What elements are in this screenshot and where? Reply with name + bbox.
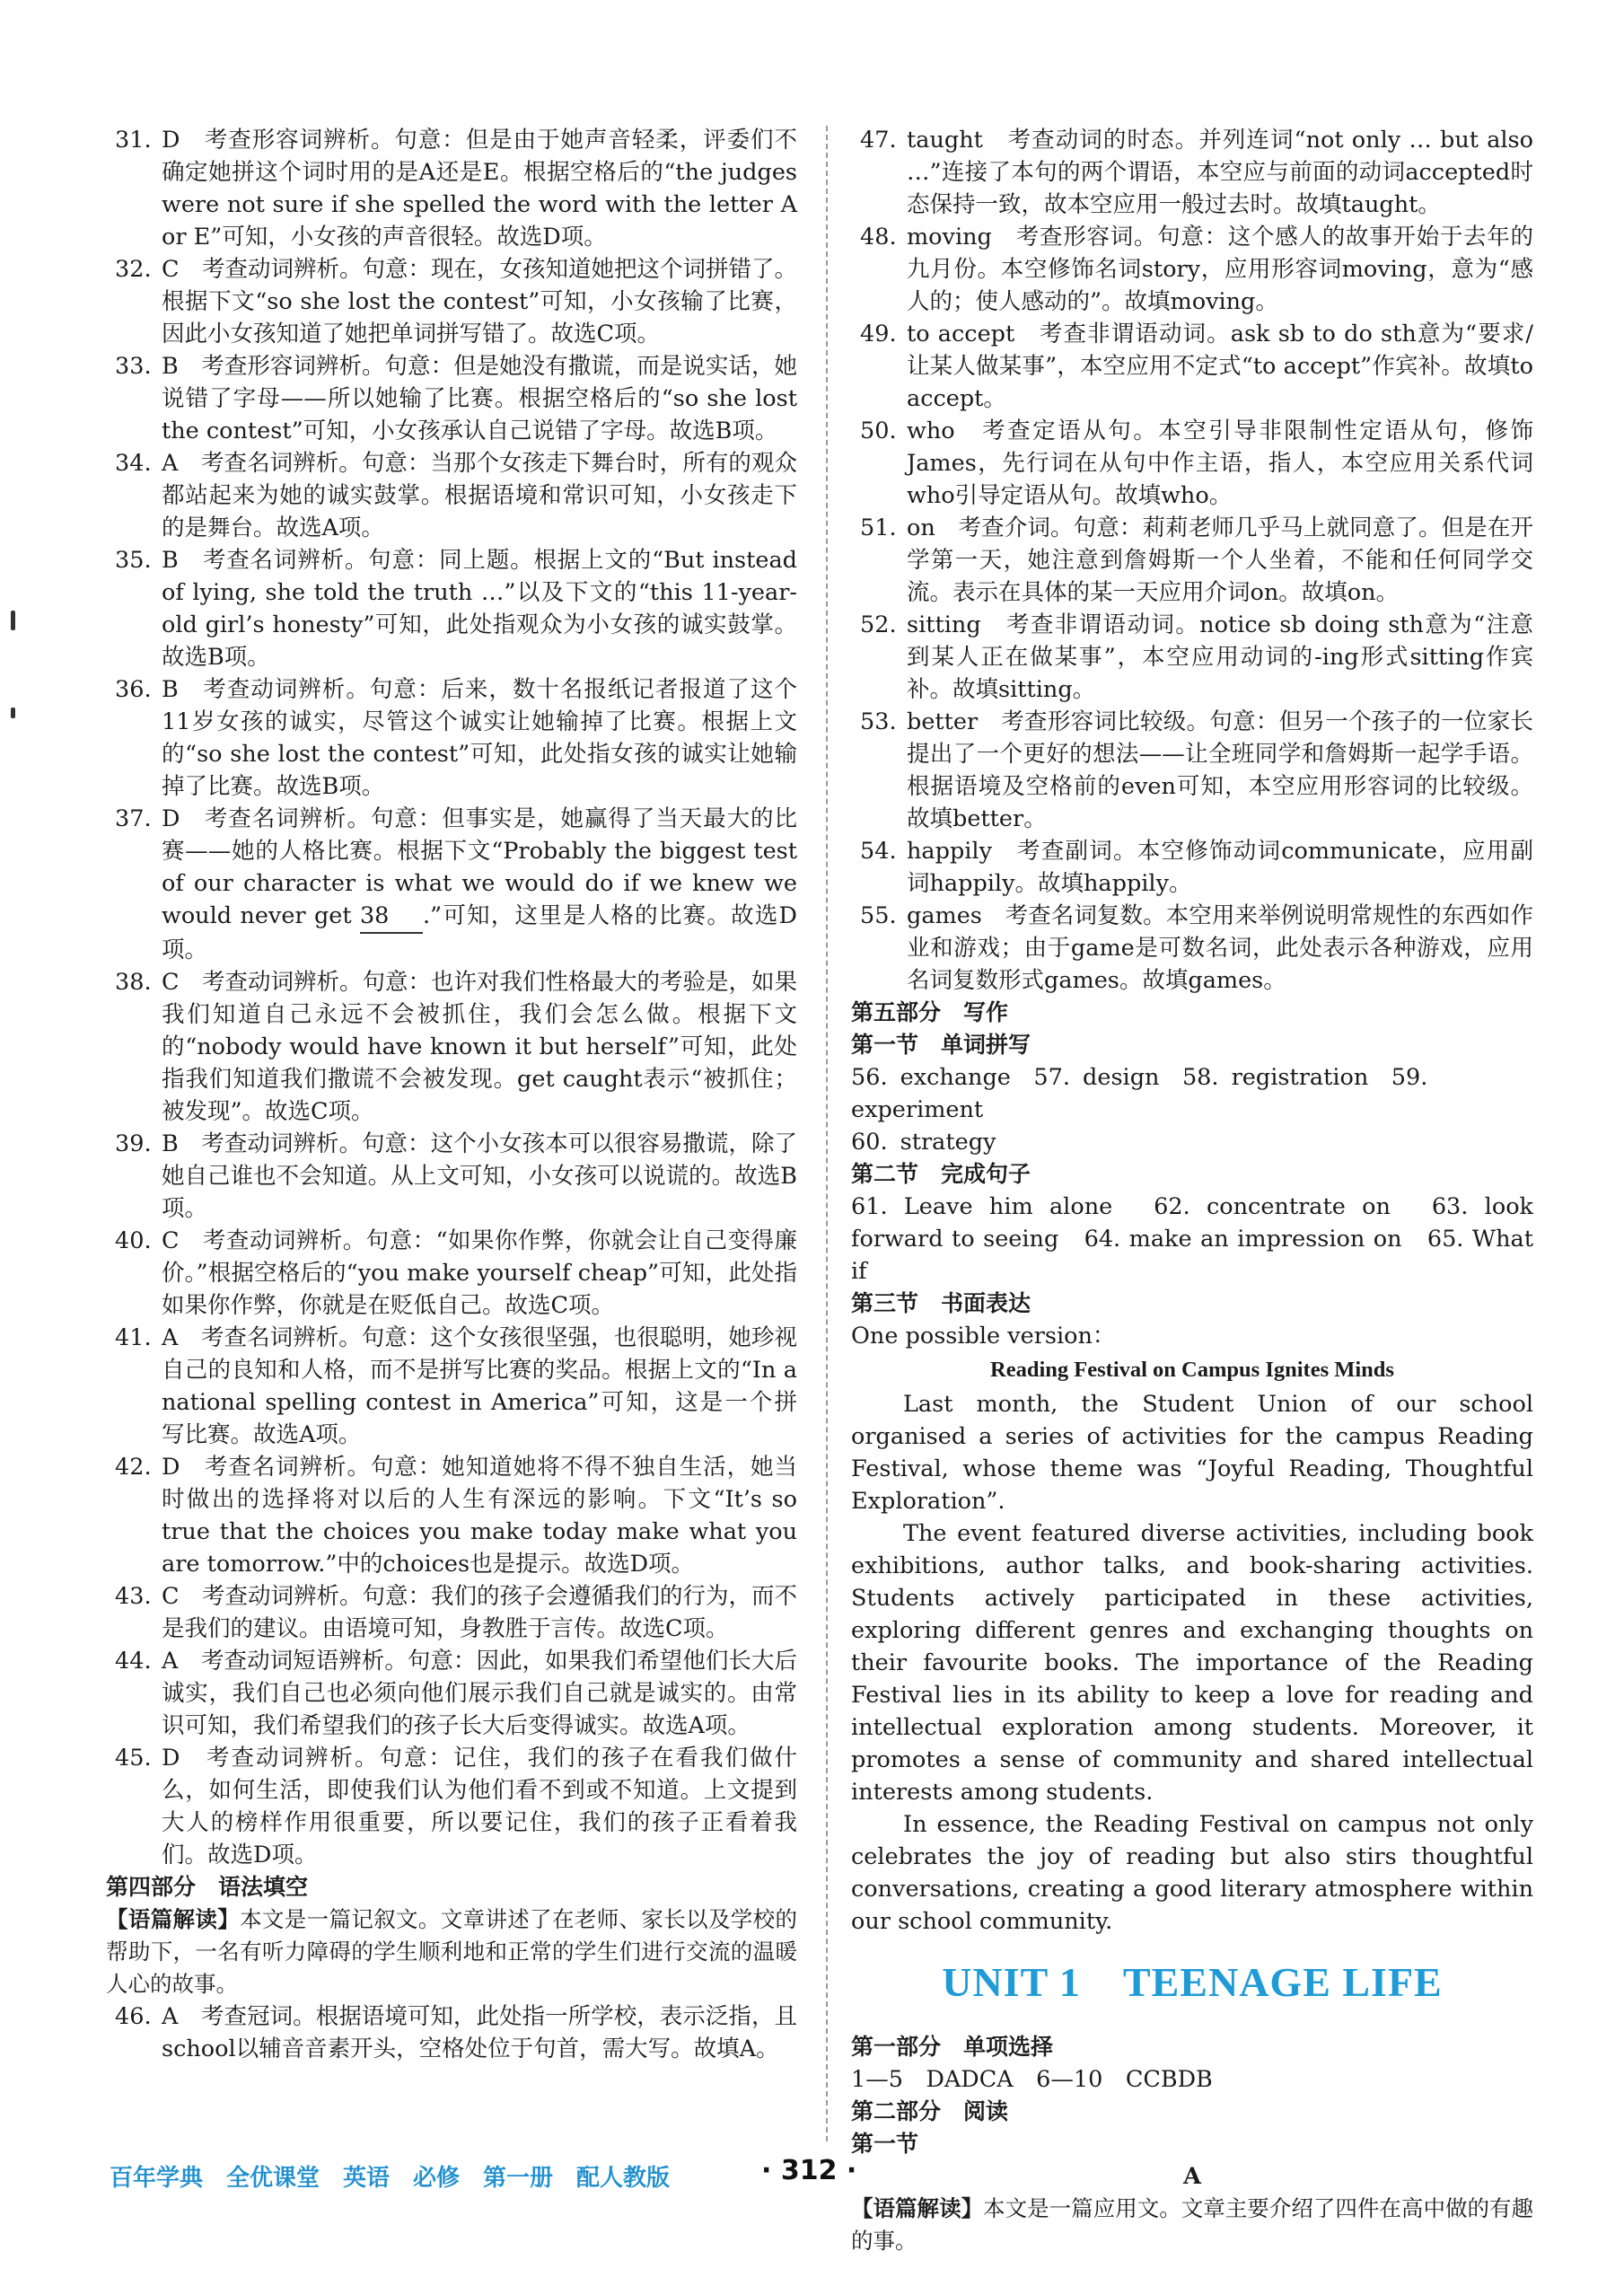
column-divider: [826, 126, 828, 2141]
scan-speck: [11, 708, 15, 718]
answer-item: [106, 1128, 797, 1225]
passage-a-intro: [851, 2193, 1533, 2257]
answer-item: [106, 2000, 797, 2065]
answer-item: [851, 706, 1533, 835]
answer-item: [106, 1225, 797, 1322]
item-text: games 考查名词复数。本空用来举例说明常规性的东西如作业和游戏；由于game是可数名词，此处表示各种游戏，应用名词复数形式games。故填games。: [907, 902, 1533, 994]
item-text: B 考查动词辨析。句意：后来，数十名报纸记者报道了这个11岁女孩的诚实，尽管这个诚实让她输掉了比赛。根据上文的“so she lost the contest”可知，此处指女孩的诚实让她输掉了比赛。故选B项。: [162, 676, 797, 800]
answer-item: [851, 124, 1533, 221]
part5-heading: 第五部分 写作: [851, 999, 1009, 1025]
item-text: to accept 考查非谓语动词。ask sb to do sth意为“要求/让某人做某事”，本空应用不定式“to accept”作宾补。故填to accept。: [907, 321, 1533, 412]
item-number: 51.: [860, 514, 897, 541]
item-text: A 考查名词辨析。句意：当那个女孩走下舞台时，所有的观众都站起来为她的诚实鼓掌。根据语境和常识可知，小女孩走下的是舞台。故选A项。: [162, 450, 797, 541]
item-number: 37.: [115, 805, 152, 832]
item-text: A 考查冠词。根据语境可知，此处指一所学校，表示泛指，且school以辅音音素开头，空格处位于句首，需大写。故填A。: [162, 2003, 797, 2062]
essay-paragraph: The event featured diverse activities, including book exhibitions, author talks, and book-sharing activities. Students actively participated in these activities, exploring different genres and exchanging thoughts on their favourite books. The importance of the Reading Festival lies in its ability to keep a love for reading and intellectual exploration among students. Moreover, it promotes a sense of community and shared intellectual interests among students.: [851, 1520, 1533, 1806]
answer-item: [106, 350, 797, 447]
intro-text: 本文是一篇记叙文。文章讲述了在老师、家长以及学校的帮助下，一名有听力障碍的学生顺利地和正常的学生们进行交流的温暖人心的故事。: [106, 1906, 798, 1997]
intro-tag: 【语篇解读】: [106, 1906, 241, 1932]
answer-item: [106, 544, 797, 673]
answer-item: [106, 447, 797, 544]
book-series-footer: 百年学典 全优课堂 英语 必修 第一册 配人教版: [110, 2165, 671, 2192]
item-number: 40.: [115, 1227, 152, 1254]
answer-item: [851, 900, 1533, 997]
item-number: 31.: [115, 127, 152, 154]
answer-item: [106, 1580, 797, 1645]
item-number: 42.: [115, 1454, 152, 1481]
item-number: 52.: [860, 611, 897, 638]
item-number: 33.: [115, 353, 152, 380]
essay-title: Reading Festival on Campus Ignites Minds: [990, 1358, 1394, 1382]
item-text: A 考查名词辨析。句意：这个女孩很坚强，也很聪明，她珍视自己的良知和人格，而不是拼写比赛的奖品。根据上文的“In a national spelling contest in America”可知，这是一个拼写比赛。故选A项。: [162, 1324, 797, 1448]
item-number: 32.: [115, 256, 152, 283]
item-number: 49.: [860, 321, 897, 347]
spelling-answers-row: 56. exchange 57. design 58. registration 59. experiment: [851, 1064, 1428, 1123]
answer-list-47-55: [851, 124, 1533, 997]
blank-number: 38: [360, 900, 423, 934]
intro-tag: 【语篇解读】: [851, 2195, 984, 2221]
item-text: on 考查介词。句意：莉莉老师几乎马上就同意了。但是在开学第一天，她注意到詹姆斯一个人坐着，不能和任何同学交流。表示在具体的某一天应用介词on。故填on。: [907, 514, 1533, 606]
unit-section1-heading: 第一节: [851, 2131, 919, 2157]
item-number: 43.: [115, 1583, 152, 1610]
answer-item: [851, 512, 1533, 609]
section3-heading: 第三节 书面表达: [851, 1290, 1031, 1316]
unit-part1-heading: 第一部分 单项选择: [851, 2034, 1054, 2060]
item-number: 36.: [115, 676, 152, 703]
answer-item: [106, 1451, 797, 1580]
answer-item: [851, 835, 1533, 900]
item-number: 38.: [115, 969, 152, 996]
item-text: B 考查名词辨析。句意：同上题。根据上文的“But instead of lying, she told the truth …”以及下文的“this 11-year-old girl’s honesty”可知，此处指观众为小女孩的诚实鼓掌。故选B项。: [162, 547, 797, 671]
answer-item: [851, 221, 1533, 318]
part4-heading: 第四部分 语法填空: [106, 1874, 309, 1900]
item-text: A 考查动词短语辨析。句意：因此，如果我们希望他们长大后诚实，我们自己也必须向他们展示我们自己就是诚实的。由常识可知，我们希望我们的孩子长大后变得诚实。故选A项。: [162, 1648, 797, 1739]
unit-title: UNIT 1 TEENAGE LIFE: [942, 1959, 1443, 2005]
answer-item: [106, 1322, 797, 1451]
answer-item: [851, 318, 1533, 415]
page-number: · 312 ·: [761, 2155, 857, 2186]
item-text: D 考查名词辨析。句意：但事实是，她赢得了当天最大的比赛——她的人格比赛。根据下文“Probably the biggest test of our character is what we would do if we knew we would never get: [162, 805, 797, 929]
item-text: D 考查形容词辨析。句意：但是由于她声音轻柔，评委们不确定她拼这个词时用的是A还是E。根据空格后的“the judges were not sure if she spelled the word with the letter A or E”可知，小女孩的声音很轻。故选D项。: [162, 127, 797, 251]
answer-item: [106, 673, 797, 803]
item-number: 47.: [860, 127, 897, 154]
answer-item: [106, 966, 797, 1128]
essay-paragraph: Last month, the Student Union of our school organised a series of activities for the campus Reading Festival, whose theme was “Joyful Reading, Thoughtful Exploration”.: [851, 1391, 1533, 1515]
left-column: [106, 124, 797, 2065]
item-text: better 考查形容词比较级。句意：但另一个孩子的一位家长提出了一个更好的想法——让全班同学和詹姆斯一起学手语。根据语境及空格前的even可知，本空应用形容词的比较级。故填better。: [907, 708, 1533, 832]
spelling-answers-row: 60. strategy: [851, 1129, 996, 1156]
section1-heading: 第一节 单词拼写: [851, 1032, 1031, 1058]
item-number: 35.: [115, 547, 152, 574]
section2-heading: 第二节 完成句子: [851, 1161, 1031, 1187]
item-number: 50.: [860, 418, 897, 444]
item-text: C 考查动词辨析。句意：现在，女孩知道她把这个词拼错了。根据下文“so she lost the contest”可知，小女孩输了比赛，因此小女孩知道了她把单词拼写错了。故选C项。: [162, 256, 798, 347]
version-label: One possible version：: [851, 1323, 1116, 1350]
scan-speck: [11, 611, 15, 630]
item-text: D 考查动词辨析。句意：记住，我们的孩子在看我们做什么，如何生活，即使我们认为他们看不到或不知道。上文提到大人的榜样作用很重要，所以要记住，我们的孩子正看着我们。故选D项。: [162, 1745, 797, 1868]
answer-item: [106, 1645, 797, 1742]
item-number: 48.: [860, 224, 897, 251]
item-number: 41.: [115, 1324, 152, 1351]
item-text: C 考查动词辨析。句意：我们的孩子会遵循我们的行为，而不是我们的建议。由语境可知，身教胜于言传。故选C项。: [162, 1583, 798, 1642]
item-text: taught 考查动词的时态。并列连词“not only … but also …”连接了本句的两个谓语，本空应与前面的动词accepted时态保持一致，故本空应用一般过去时。故填taught。: [907, 127, 1533, 218]
item-number: 39.: [115, 1130, 152, 1157]
item-number: 46.: [115, 2003, 152, 2030]
item-number: 54.: [860, 838, 897, 865]
item-text: .”可知，这里是人格的比赛。故选D项。: [162, 902, 797, 963]
item-text: D 考查名词辨析。句意：她知道她将不得不独自生活，她当时做出的选择将对以后的人生有深远的影响。下文“It’s so true that the choices you make today make what you are tomorrow.”中的choices也是提示。故选D项。: [162, 1454, 797, 1578]
answer-item: [106, 803, 797, 966]
right-column: [851, 124, 1533, 2257]
answer-list-31-45: [106, 124, 797, 1871]
item-text: B 考查动词辨析。句意：这个小女孩本可以很容易撒谎，除了她自己谁也不会知道。从上文可知，小女孩可以说谎的。故选B项。: [162, 1130, 797, 1222]
item-text: moving 考查形容词。句意：这个感人的故事开始于去年的九月份。本空修饰名词story，应用形容词moving，意为“感人的；使人感动的”。故填moving。: [907, 224, 1533, 315]
passage-letter: A: [1183, 2163, 1201, 2190]
unit-part2-heading: 第二部分 阅读: [851, 2098, 1009, 2124]
item-text: B 考查形容词辨析。句意：但是她没有撒谎，而是说实话，她说错了字母——所以她输了比赛。根据空格后的“so she lost the contest”可知，小女孩承认自己说错了字母。故选B项。: [162, 353, 797, 444]
item-text: C 考查动词辨析。句意：“如果你作弊，你就会让自己变得廉价。”根据空格后的“you make yourself cheap”可知，此处指如果你作弊，你就是在贬低自己。故选C项。: [162, 1227, 797, 1319]
answer-item: [851, 609, 1533, 706]
item-number: 55.: [860, 902, 897, 929]
choice-answers: 1—5 DADCA 6—10 CCBDB: [851, 2066, 1213, 2093]
sentence-answers: 61. Leave him alone 62. concentrate on 63. look forward to seeing 64. make an impression on 65. What if: [851, 1193, 1533, 1285]
essay-paragraph: In essence, the Reading Festival on campus not only celebrates the joy of reading but also stirs thoughtful conversations, creating a good literary atmosphere within our school community.: [851, 1811, 1533, 1935]
item-number: 44.: [115, 1648, 152, 1675]
intro-text: 本文是一篇应用文。文章主要介绍了四件在高中做的有趣的事。: [851, 2195, 1534, 2254]
item-number: 34.: [115, 450, 152, 477]
item-text: who 考查定语从句。本空引导非限制性定语从句，修饰James，先行词在从句中作主语，指人，本空应用关系代词who引导定语从句。故填who。: [907, 418, 1533, 509]
answer-item: [106, 253, 797, 350]
item-number: 53.: [860, 708, 897, 735]
item-text: happily 考查副词。本空修饰动词communicate，应用副词happily。故填happily。: [907, 838, 1533, 897]
item-text: C 考查动词辨析。句意：也许对我们性格最大的考验是，如果我们知道自己永远不会被抓住，我们会怎么做。根据下文的“nobody would have known it but herself”可知，此处指我们知道我们撒谎不会被发现。get caught表示“被抓住；被发现”。故选C项。: [162, 969, 798, 1125]
answer-item: [851, 415, 1533, 512]
part4-passage-intro: [106, 1904, 797, 2000]
answer-item: [106, 124, 797, 253]
item-text: sitting 考查非谓语动词。notice sb doing sth意为“注意到某人正在做某事”，本空应用动词的-ing形式sitting作宾补。故填sitting。: [907, 611, 1533, 703]
answer-item: [106, 1742, 797, 1871]
item-number: 45.: [115, 1745, 152, 1772]
